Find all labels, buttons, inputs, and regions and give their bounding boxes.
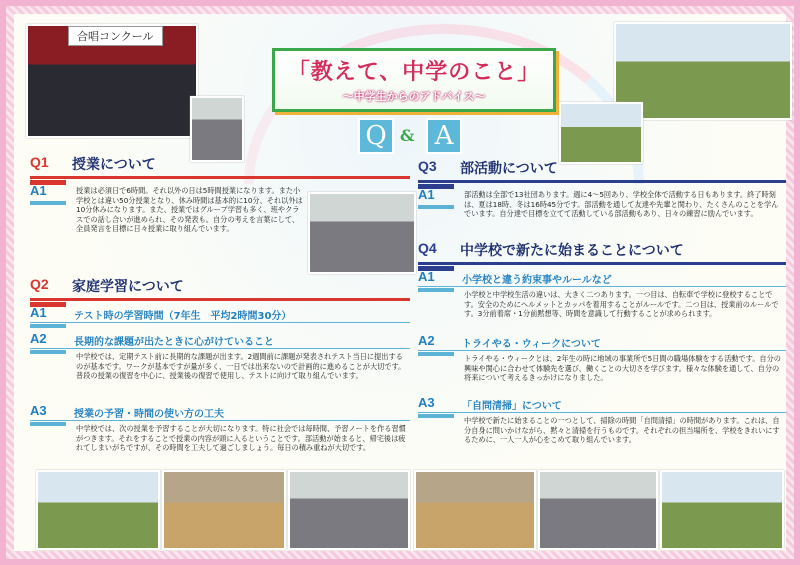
q3-a1-heading	[418, 187, 462, 204]
q4-a1-title: 小学校と違う約束事やルールなど	[462, 275, 612, 286]
photo-bottom-6	[660, 470, 784, 550]
q4-a3-number: A3	[418, 395, 435, 410]
q3-heading	[418, 160, 786, 183]
photo-caption-chorus: 合唱コンクール	[68, 26, 163, 46]
q4-a1-tag	[418, 288, 454, 292]
q4-a2-heading	[418, 333, 786, 351]
q4-a1-number: A1	[418, 269, 435, 284]
q2-a3-text: 中学校では、次の授業を予習することが大切になります。特に社会では毎時間、予習ノートを作る習慣がつきます。それをすることで授業の内容が頭に入るということです。部活動が始まると、帰宅後は疲れてしまいがちですが、その時間を工夫して過ごしましょう。毎日の積み重ねが大切です。	[76, 424, 406, 453]
photo-students-outdoor	[559, 102, 643, 164]
photo-classroom	[308, 192, 416, 274]
page-subtitle: 〜中学生からのアドバイス〜	[342, 90, 486, 103]
qa-q-badge: Q	[358, 118, 394, 154]
page-title: 「教えて、中学のこと」	[287, 59, 541, 85]
q1-heading	[30, 156, 410, 179]
q2-a3-tag	[30, 422, 66, 426]
photo-cameraman	[190, 96, 244, 162]
q4-a1-text: 小学校と中学校生活の違いは、大きく二つあります。一つ目は、自転車で学校に登校することです。安全のためにヘルメットとカッパを着用することがルールです。二つ目は、授業前のルールです。3分前着席・1分前黙想等、時間を意識して行動することが求められます。	[464, 290, 779, 319]
photo-bottom-2	[162, 470, 286, 550]
q4-a1-heading	[418, 269, 786, 287]
q4-a3-text: 中学校で新たに始まることの一つとして、掃除の時間「自問清掃」の時間があります。これは、自分自身に問いかけながら、黙々と清掃を行うものです。それぞれの担当場所を、学校をきれいにするために、一人一人が心をこめて取り組んでいます。	[464, 416, 780, 445]
q2-a2-number: A2	[30, 331, 47, 346]
q4-heading	[418, 242, 786, 265]
q2-a2-tag	[30, 350, 66, 354]
q4-a2-title: トライやる・ウィークについて	[462, 339, 601, 350]
q2-a1-heading	[30, 305, 410, 323]
q4-title: 中学校で新たに始まることについて	[460, 243, 684, 259]
content-area	[14, 14, 786, 551]
q4-a2-number: A2	[418, 333, 435, 348]
q2-a2-text: 中学校では、定期テスト前に長期的な課題が出ます。2週間前に課題が発表されテスト当日に提出するのが基本です。ワークが基本ですが量が多く、一日では出来ないので計画的に進めることが大切です。普段の授業の復習を中心に、授業後の復習で使用し、テストに向けて取り組んでいます。	[76, 352, 406, 381]
q4-a3-title: 「自問清掃」について	[462, 401, 562, 412]
q1-a1-number: A1	[30, 183, 47, 198]
q3-title: 部活動について	[460, 161, 558, 177]
q3-a1-text: 部活動は全部で13社団あります。週に4〜5回あり、学校全体で活動する日もあります。終了時刻は、夏は18時、冬は16時45分です。部活動を通して友達や先輩と関わり、たくさんのことを学んでいます。自分達で目標を立てて活動している部活動もあり、日々の練習に励んでいます。	[464, 190, 779, 219]
qa-ampersand: &	[400, 126, 415, 145]
photo-bottom-3	[288, 470, 410, 550]
q1-answer-tag	[30, 201, 66, 205]
q3-answer-tag	[418, 205, 454, 209]
q2-title: 家庭学習について	[72, 279, 184, 295]
q4-a3-tag	[418, 414, 454, 418]
q2-number: Q2	[30, 276, 49, 292]
q2-heading	[30, 278, 410, 301]
title-banner	[272, 48, 556, 112]
q4-number: Q4	[418, 240, 437, 256]
q2-a3-title: 授業の予習・時間の使い方の工夫	[74, 409, 224, 420]
q1-title: 授業について	[72, 157, 156, 173]
q2-a3-number: A3	[30, 403, 47, 418]
q2-a1-tag	[30, 324, 66, 328]
photo-bottom-4	[414, 470, 536, 550]
q3-number: Q3	[418, 158, 437, 174]
q1-a1-heading	[30, 183, 74, 200]
q2-a1-title: テスト時の学習時間（7年生 平均2時間30分）	[74, 311, 292, 322]
q3-a1-number: A1	[418, 187, 435, 202]
q2-a1-number: A1	[30, 305, 47, 320]
q4-a2-tag	[418, 352, 454, 356]
photo-bottom-5	[538, 470, 658, 550]
q2-a3-heading	[30, 403, 410, 421]
q1-a1-text: 授業は必須日で6時間。それ以外の日は5時間授業になります。また小学校とは違い50分授業となり、休み時間は基本的に10分、それ以外は10分休みになります。また、授業ではグループ学習も多く、班やクラスでの話し合いが進められ、その発表も。自分の考えを言葉にして、全員発言を目標に日々授業に取り組んでいます。	[76, 186, 303, 234]
qa-a-badge: A	[426, 118, 462, 154]
q4-a3-heading	[418, 395, 786, 413]
photo-bottom-1	[36, 470, 160, 550]
photo-chorus-contest	[26, 24, 198, 138]
q1-number: Q1	[30, 154, 49, 170]
q2-a2-heading	[30, 331, 410, 349]
q2-a2-title: 長期的な課題が出たときに心がけていること	[74, 337, 274, 348]
q4-a2-text: トライやる・ウィークとは、2年生の時に地域の事業所で5日間の職場体験をする活動です。自分の興味や関心に合わせて体験先を選び、働くことの大切さを学びます。様々な体験を通して、自分の将来について考えるきっかけになりました。	[464, 354, 781, 383]
